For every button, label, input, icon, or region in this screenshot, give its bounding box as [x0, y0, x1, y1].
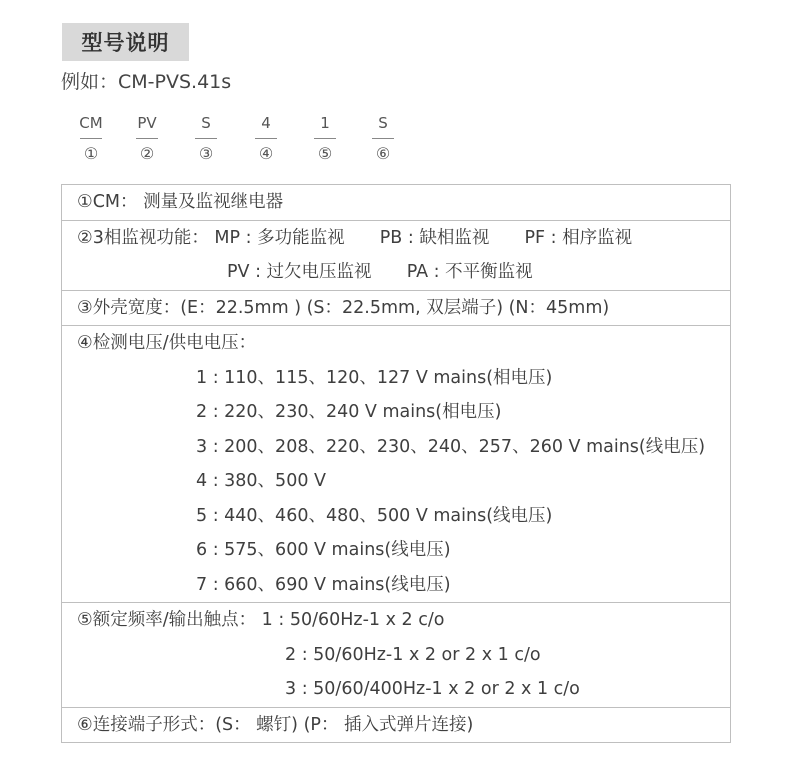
code-index: ⑤: [317, 144, 333, 163]
code-part: [127, 113, 167, 164]
spec-table: [61, 184, 731, 743]
spec-row-label: ⑥连接端子形式：(S： 螺钉) (P： 插入式弹片连接): [77, 714, 474, 735]
code-part: [186, 113, 226, 164]
code-segment: CM: [79, 114, 103, 132]
code-segment: 4: [261, 114, 271, 132]
code-part: [246, 113, 286, 164]
code-underline: [195, 138, 217, 139]
code-segment: S: [201, 114, 211, 132]
spec-row-label: ④检测电压/供电电压：: [77, 333, 257, 353]
spec-row-label: ⑤额定频率/输出触点：: [77, 610, 257, 630]
code-part: [71, 113, 111, 164]
option-pv: PV : 过欠电压监视: [227, 262, 372, 282]
code-index: ③: [198, 144, 214, 163]
code-segment: 1: [320, 114, 330, 132]
spec-row-3phase: [62, 220, 730, 290]
code-underline: [372, 138, 394, 139]
spec-row-terminal: [62, 707, 730, 743]
voltage-option: 1 : 110、115、120、127 V mains(相电压): [196, 367, 553, 388]
voltage-option: 7 : 660、690 V mains(线电压): [196, 574, 451, 595]
code-index: ②: [139, 144, 155, 163]
option-pb: PB : 缺相监视: [379, 227, 490, 248]
spec-row-cm: [62, 185, 730, 220]
frequency-option: 3 : 50/60/400Hz-1 x 2 or 2 x 1 c/o: [285, 679, 580, 699]
option-pa: PA : 不平衡监视: [406, 262, 533, 282]
example-text: 例如：CM-PVS.41s: [61, 71, 232, 93]
spec-row-label: ②3相监视功能：: [77, 227, 209, 248]
frequency-option: 1 : 50/60Hz-1 x 2 c/o: [261, 610, 445, 630]
code-part: [305, 113, 345, 164]
code-part: [363, 113, 403, 164]
spec-row-voltage: [62, 325, 730, 602]
voltage-option: 5 : 440、460、480、500 V mains(线电压): [196, 505, 553, 526]
code-underline: [255, 138, 277, 139]
code-underline: [136, 138, 158, 139]
spec-row-frequency: [62, 602, 730, 707]
spec-row-line: [62, 221, 730, 256]
section-title: 型号说明: [62, 23, 189, 61]
code-underline: [314, 138, 336, 139]
voltage-option: 2 : 220、230、240 V mains(相电压): [196, 402, 502, 422]
voltage-option: 3 : 200、208、220、230、240、257、260 V mains(线电压): [196, 436, 706, 457]
spec-row-line: [62, 603, 730, 638]
spec-row-label: ③外壳宽度：(E：22.5mm ) (S：22.5mm, 双层端子) (N：45mm): [77, 297, 610, 318]
model-code-breakdown: [0, 113, 790, 173]
spec-row-label: ①CM： 测量及监视继电器: [77, 192, 284, 212]
code-segment: PV: [137, 114, 157, 132]
code-index: ①: [83, 144, 99, 163]
option-mp: MP : 多功能监视: [214, 227, 345, 248]
spec-row-line: [62, 255, 730, 290]
code-index: ⑥: [375, 144, 391, 163]
frequency-option: 2 : 50/60Hz-1 x 2 or 2 x 1 c/o: [285, 644, 541, 665]
code-underline: [80, 138, 102, 139]
code-segment: S: [378, 114, 388, 132]
spec-row-housing-width: [62, 290, 730, 326]
code-index: ④: [258, 144, 274, 163]
voltage-option: 6 : 575、600 V mains(线电压): [196, 540, 451, 560]
option-pf: PF : 相序监视: [524, 227, 633, 248]
voltage-option: 4 : 380、500 V: [196, 471, 326, 491]
